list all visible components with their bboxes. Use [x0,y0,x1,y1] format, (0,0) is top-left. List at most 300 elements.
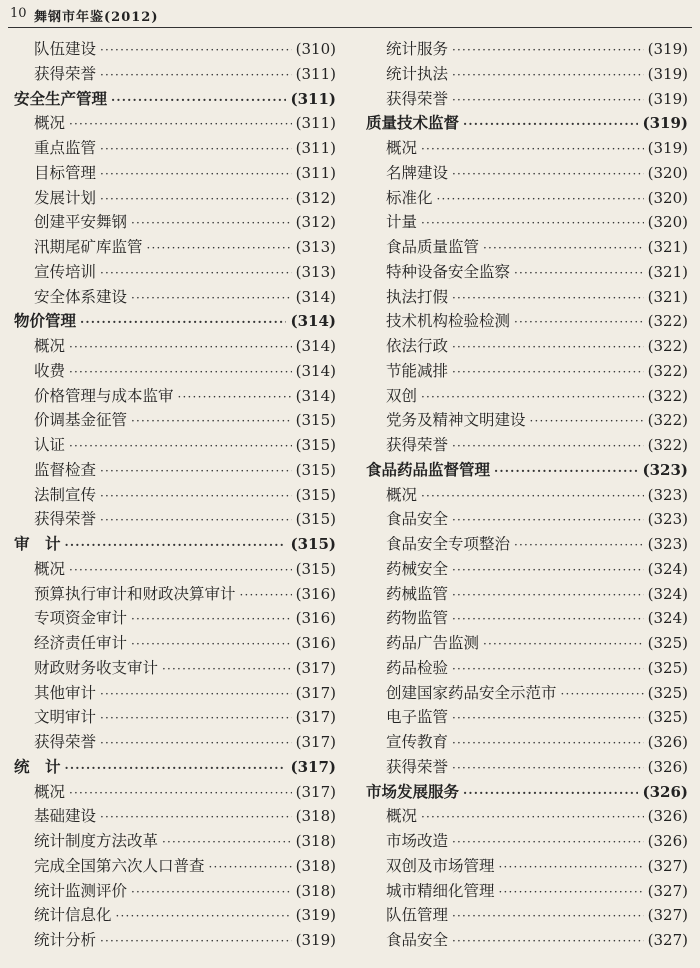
toc-entry [366,161,688,186]
toc-section-heading [366,458,688,483]
toc-entry-page: (317) [290,757,336,776]
toc-entry-title: 电子监管 [386,708,449,727]
toc-entry-page: (316) [295,584,336,603]
dot-leader [483,632,644,657]
toc-entry-title: 获得荣誉 [386,89,449,108]
dot-leader [561,682,644,707]
toc-entry-page: (318) [295,832,336,850]
toc-entry-title: 概况 [34,559,66,578]
dot-leader [80,310,286,335]
toc-entry-page: (315) [295,510,336,529]
toc-entry-title: 获得荣誉 [386,757,449,776]
toc-entry-page: (326) [647,757,688,776]
toc-entry-title: 收费 [34,361,66,380]
dot-leader [100,162,292,187]
toc-entry [366,631,688,656]
toc-entry [14,483,336,508]
toc-entry [14,111,336,136]
dot-leader [69,558,292,583]
toc-entry-page: (327) [647,906,688,925]
toc-entry-page: (310) [295,40,336,58]
toc-entry [366,705,688,730]
toc-entry-page: (313) [295,262,336,281]
toc-entry [14,656,336,681]
toc-entry-title: 统计执法 [386,64,449,83]
toc-entry-page: (322) [647,411,688,430]
toc-entry-page: (311) [295,163,336,182]
toc-entry-title: 食品药品监督管理 [366,459,491,479]
toc-entry-title: 计量 [386,213,418,232]
toc-entry [366,285,688,310]
toc-entry-page: (317) [295,658,336,677]
toc-entry-title: 名牌建设 [386,163,449,182]
toc-entry [366,384,688,409]
toc-entry-title: 食品安全 [386,931,449,949]
toc-entry-title: 完成全国第六次人口普查 [34,856,205,875]
toc-entry-title: 宣传教育 [386,733,449,751]
toc-entry-page: (324) [647,609,688,628]
toc-entry [14,285,336,310]
toc-entry [14,804,336,829]
toc-entry-page: (315) [295,411,336,430]
toc-entry-page: (319) [647,139,688,157]
toc-entry-page: (320) [647,163,688,182]
toc-entry-title: 食品安全 [386,510,449,529]
dot-leader [131,632,292,657]
dot-leader [514,533,644,558]
toc-entry-title: 其他审计 [34,683,97,702]
toc-entry-title: 食品安全专项整治 [386,535,511,553]
toc-entry [366,483,688,508]
toc-entry-title: 认证 [34,436,66,454]
toc-entry-page: (324) [647,584,688,603]
toc-entry-page: (325) [647,708,688,727]
dot-leader [452,335,644,360]
toc-entry-page: (316) [295,609,336,628]
toc-section-heading [14,87,336,112]
toc-entry [14,631,336,656]
dot-leader [100,929,292,954]
toc-entry-title: 预算执行审计和财政决算审计 [34,584,236,603]
dot-leader [69,781,292,806]
toc-entry-title: 药物监管 [386,609,449,628]
toc-entry-title: 市场发展服务 [366,781,460,801]
toc-entry-title: 汛期尾矿库监管 [34,238,143,256]
toc-entry [14,186,336,211]
dot-leader [499,855,644,880]
toc-entry [14,235,336,260]
toc-entry-page: (323) [647,510,688,529]
dot-leader [452,756,644,781]
dot-leader [499,880,644,905]
dot-leader [452,731,644,756]
toc-entry-title: 质量技术监督 [366,113,460,133]
toc-entry-title: 专项资金审计 [34,609,128,628]
toc-entry [14,37,336,62]
dot-leader [452,904,644,929]
page-header [0,0,700,30]
toc-entry [14,161,336,186]
toc-entry-page: (315) [295,436,336,454]
toc-entry-title: 获得荣誉 [386,436,449,454]
toc-entry [14,928,336,953]
toc-entry-page: (319) [647,89,688,108]
toc-entry-page: (315) [290,535,336,553]
toc-entry-page: (318) [295,881,336,900]
toc-entry-title: 安全体系建设 [34,287,128,306]
dot-leader [452,929,644,954]
toc-entry [366,755,688,780]
toc-entry-title: 技术机构检验检测 [386,312,511,331]
header-rule [8,27,692,28]
dot-leader [209,855,292,880]
dot-leader [162,657,292,682]
dot-leader [178,385,292,410]
toc-entry [366,186,688,211]
toc-entry-page: (316) [295,634,336,652]
toc-entry-title: 物价管理 [14,311,77,331]
dot-leader [421,385,644,410]
toc-entry-page: (326) [647,832,688,850]
toc-entry-title: 基础建设 [34,807,97,826]
dot-leader [100,261,292,286]
running-title: 舞钢市年鉴(2012) [34,10,159,25]
toc-entry [14,582,336,607]
toc-entry-title: 创建平安舞钢 [34,213,128,232]
toc-entry-title: 文明审计 [34,708,97,727]
toc-entry-page: (322) [647,337,688,355]
toc-entry-page: (320) [647,213,688,232]
dot-leader [421,137,644,162]
toc-entry-title: 药品广告监测 [386,634,480,652]
toc-entry [366,730,688,755]
dot-leader [100,682,292,707]
toc-entry-title: 统计分析 [34,931,97,949]
toc-entry [14,829,336,854]
dot-leader [131,409,292,434]
toc-entry [366,62,688,87]
toc-entry-title: 概况 [34,114,66,133]
dot-leader [131,211,292,236]
toc-entry-title: 双创 [386,386,418,405]
toc-entry-page: (319) [642,114,688,133]
toc-entry-page: (314) [295,361,336,380]
dot-leader [421,211,644,236]
dot-leader [131,880,292,905]
toc-entry-title: 获得荣誉 [34,510,97,529]
toc-entry-page: (327) [647,881,688,900]
toc-entry [366,408,688,433]
toc-entry [14,507,336,532]
toc-entry-title: 发展计划 [34,188,97,207]
toc-entry-title: 药品检验 [386,658,449,677]
toc-entry-title: 经济责任审计 [34,634,128,652]
dot-leader [452,162,644,187]
toc-entry [366,606,688,631]
toc-entry-title: 市场改造 [386,832,449,850]
toc-entry-page: (312) [295,188,336,207]
toc-entry-page: (318) [295,807,336,826]
toc-entry-title: 队伍建设 [34,40,97,58]
toc-entry-title: 依法行政 [386,337,449,355]
toc-entry [366,309,688,334]
dot-leader [452,508,644,533]
toc-entry-title: 重点监管 [34,139,97,157]
toc-entry-title: 创建国家药品安全示范市 [386,683,557,702]
toc-entry-page: (315) [295,460,336,479]
dot-leader [452,88,644,113]
toc-entry-title: 获得荣誉 [34,733,97,751]
dot-leader [100,484,292,509]
toc-entry [366,656,688,681]
dot-leader [69,360,292,385]
toc-entry [14,879,336,904]
dot-leader [452,706,644,731]
dot-leader [452,558,644,583]
dot-leader [452,360,644,385]
toc-entry-title: 统计制度方法改革 [34,832,159,850]
toc-entry-title: 概况 [386,139,418,157]
dot-leader [65,756,287,781]
toc-entry [366,260,688,285]
toc-entry [366,507,688,532]
toc-entry-page: (312) [295,213,336,232]
toc-entry [14,854,336,879]
dot-leader [100,731,292,756]
toc-column-left [14,37,336,953]
toc-entry-title: 党务及精神文明建设 [386,411,526,430]
toc-entry-title: 执法打假 [386,287,449,306]
dot-leader [530,409,644,434]
toc-entry-title: 城市精细化管理 [386,881,495,900]
toc-entry-page: (319) [647,64,688,83]
dot-leader [452,63,644,88]
dot-leader [100,38,292,63]
toc-entry-title: 安全生产管理 [14,88,108,108]
toc-entry [366,235,688,260]
dot-leader [452,434,644,459]
dot-leader [452,286,644,311]
toc-entry-title: 队伍管理 [386,906,449,925]
toc-entry [14,334,336,359]
dot-leader [69,335,292,360]
dot-leader [116,904,292,929]
toc-entry [366,903,688,928]
toc-entry-page: (314) [295,287,336,306]
toc-entry-page: (321) [647,287,688,306]
toc-entry-title: 双创及市场管理 [386,856,495,875]
toc-entry-page: (327) [647,856,688,875]
toc-entry [14,62,336,87]
toc-entry [14,384,336,409]
toc-entry-page: (311) [295,114,336,133]
toc-entry-page: (317) [295,733,336,751]
toc-entry-page: (319) [295,931,336,949]
toc-entry-title: 价调基金征管 [34,411,128,430]
toc-entry-title: 法制宣传 [34,485,97,504]
toc-entry-page: (322) [647,312,688,331]
toc-entry-title: 特种设备安全监察 [386,262,511,281]
dot-leader [452,657,644,682]
toc-entry-page: (317) [295,782,336,801]
dot-leader [452,830,644,855]
toc-entry [366,136,688,161]
toc-entry-page: (315) [295,559,336,578]
toc-entry-title: 概况 [386,485,418,504]
dot-leader [69,434,292,459]
toc-entry [14,136,336,161]
dot-leader [65,533,287,558]
toc-entry-page: (323) [647,485,688,504]
toc-entry-page: (325) [647,658,688,677]
dot-leader [514,310,644,335]
toc-column-right [366,37,688,953]
dot-leader [463,112,638,137]
dot-leader [100,706,292,731]
toc-entry-page: (314) [295,337,336,355]
toc-section-heading [366,111,688,136]
toc-entry-page: (314) [290,312,336,331]
toc-entry [14,705,336,730]
toc-entry [14,359,336,384]
toc-entry [366,532,688,557]
toc-entry [366,854,688,879]
toc-section-heading [366,780,688,805]
dot-leader [452,38,644,63]
dot-leader [514,261,644,286]
toc-entry-page: (313) [295,238,336,256]
toc-entry [366,37,688,62]
toc-entry-page: (317) [295,708,336,727]
toc-entry-title: 食品质量监管 [386,238,480,256]
toc-entry-title: 概况 [34,337,66,355]
toc-entry-page: (326) [642,782,688,801]
dot-leader [240,583,292,608]
toc-entry-title: 节能减排 [386,361,449,380]
toc-entry [14,260,336,285]
toc-entry-page: (319) [647,40,688,58]
toc-entry-page: (322) [647,436,688,454]
toc-entry-page: (314) [295,386,336,405]
toc-entry [14,408,336,433]
toc-entry [366,433,688,458]
dot-leader [463,781,638,806]
toc-entry-title: 财政财务收支审计 [34,658,159,677]
toc-entry-title: 目标管理 [34,163,97,182]
toc-entry-title: 获得荣誉 [34,64,97,83]
dot-leader [131,607,292,632]
toc-entry-page: (321) [647,262,688,281]
toc-entry-title: 概况 [34,782,66,801]
toc-entry [14,903,336,928]
toc-entry-page: (319) [295,906,336,925]
toc-entry [14,210,336,235]
toc-entry-page: (326) [647,807,688,826]
toc-entry-title: 药械安全 [386,559,449,578]
toc-entry [366,87,688,112]
dot-leader [100,805,292,830]
toc-entry [366,210,688,235]
toc-entry-title: 药械监管 [386,584,449,603]
dot-leader [452,607,644,632]
toc-entry [366,582,688,607]
toc-entry-page: (327) [647,931,688,949]
toc-entry-title: 审 计 [14,534,61,553]
toc-entry-page: (324) [647,559,688,578]
toc-section-heading [14,532,336,557]
toc-entry-title: 统计监测评价 [34,881,128,900]
toc-entry [366,928,688,953]
toc-entry [366,681,688,706]
toc-entry [14,433,336,458]
toc-entry-title: 概况 [386,807,418,826]
toc-entry-title: 宣传培训 [34,262,97,281]
toc-entry [366,829,688,854]
toc-entry-title: 统 计 [14,756,61,776]
toc-entry [14,681,336,706]
dot-leader [100,508,292,533]
toc-entry-page: (323) [642,460,688,479]
dot-leader [100,63,292,88]
toc-entry-page: (320) [647,188,688,207]
toc-entry-page: (311) [295,139,336,157]
toc-entry [366,804,688,829]
toc-entry [14,458,336,483]
toc-entry-page: (322) [647,386,688,405]
dot-leader [131,286,292,311]
toc-section-heading [14,309,336,334]
toc-entry-page: (323) [647,535,688,553]
dot-leader [437,187,644,212]
toc-entry-page: (315) [295,485,336,504]
dot-leader [452,583,644,608]
toc-entry-page: (326) [647,733,688,751]
toc-entry-page: (317) [295,683,336,702]
toc-entry-title: 标准化 [386,188,433,207]
toc-entry [14,557,336,582]
dot-leader [69,112,292,137]
dot-leader [162,830,292,855]
dot-leader [483,236,644,261]
dot-leader [147,236,292,261]
toc-entry-page: (325) [647,634,688,652]
toc-entry [366,359,688,384]
dot-leader [100,137,292,162]
toc-entry [366,879,688,904]
toc-entry-title: 价格管理与成本监审 [34,386,174,405]
toc-entry [14,780,336,805]
toc-entry [14,730,336,755]
toc-entry-page: (325) [647,683,688,702]
toc-entry-page: (318) [295,856,336,875]
dot-leader [421,805,644,830]
toc-entry-title: 监督检查 [34,460,97,479]
dot-leader [111,88,286,113]
toc-entry-page: (311) [290,89,336,108]
toc-entry [366,334,688,359]
toc-entry-page: (321) [647,238,688,256]
toc-entry-page: (311) [295,64,336,83]
toc-entry [366,557,688,582]
dot-leader [100,459,292,484]
toc-section-heading [14,755,336,780]
toc-entry [14,606,336,631]
page-number: 10 [10,6,27,21]
dot-leader [421,484,644,509]
toc-entry-title: 统计服务 [386,40,449,58]
dot-leader [494,459,638,484]
toc-entry-title: 统计信息化 [34,906,112,925]
